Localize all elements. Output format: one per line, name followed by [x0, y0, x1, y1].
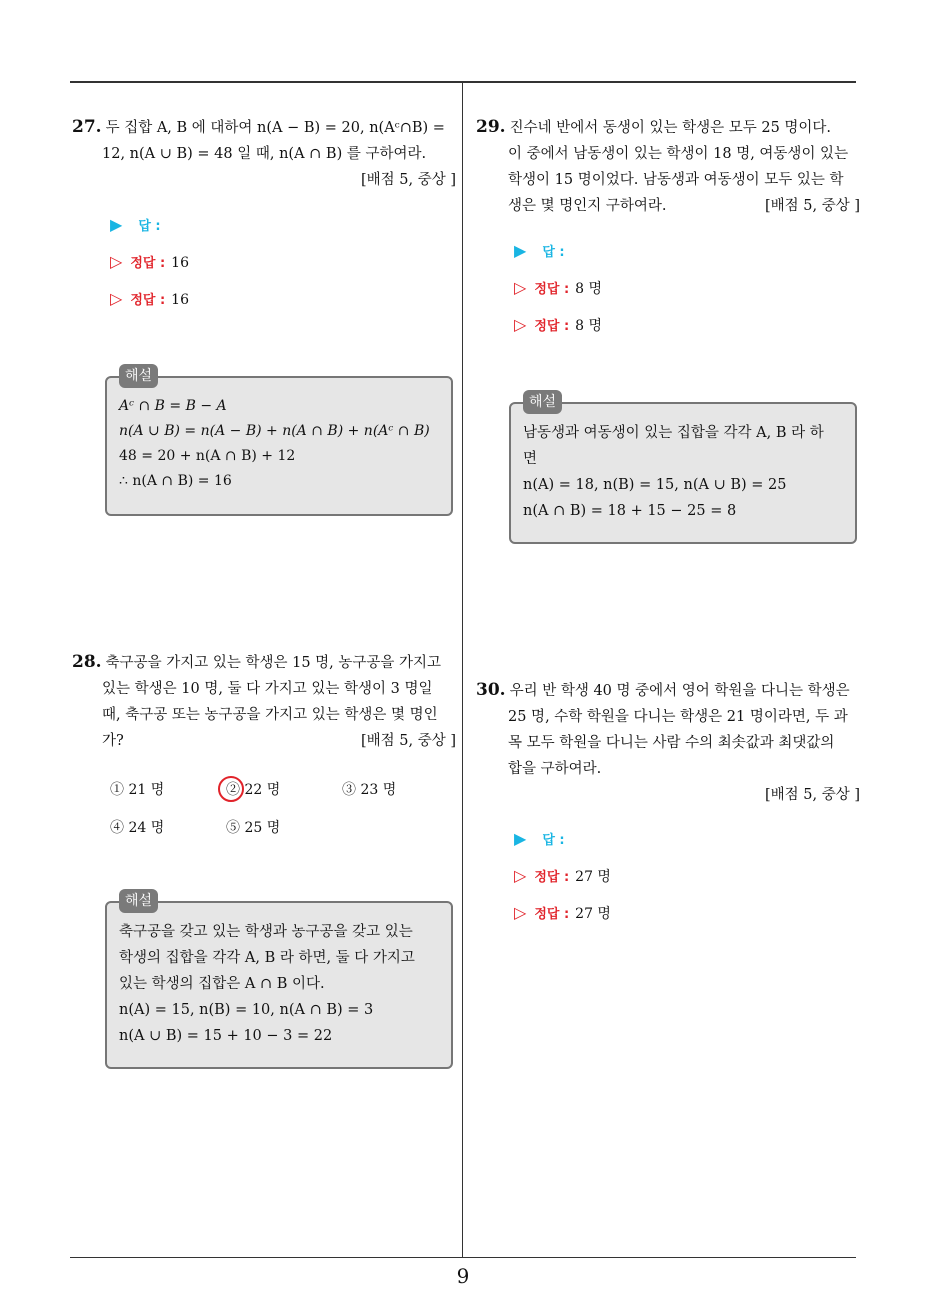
play-triangle-icon: ▶	[514, 829, 527, 848]
outline-triangle-icon: ▷	[514, 866, 527, 885]
problem-28-line-1	[72, 649, 456, 676]
solution-29-line: n(A) = 18, n(B) = 15, n(A ∪ B) = 25	[523, 477, 787, 493]
correct-answer-value: 16	[171, 292, 189, 308]
correct-answer-30-2	[514, 902, 611, 924]
problem-30	[476, 677, 860, 808]
solution-box-28	[105, 901, 453, 1069]
solution-27-line: Aᶜ ∩ B = B − A	[119, 398, 227, 414]
problem-28-line-4	[72, 728, 456, 754]
outline-triangle-icon: ▷	[514, 903, 527, 922]
answer-row-29	[514, 240, 565, 262]
correct-answer-27-1	[110, 251, 189, 273]
problem-27-line-1-text: 두 집합 A, B 에 대하여 n(A − B) = 20, n(Aᶜ∩B) =	[105, 120, 445, 136]
selected-answer-circle-icon	[218, 776, 244, 802]
solution-27-line: ∴ n(A ∩ B) = 16	[119, 473, 232, 489]
page-number: 9	[456, 1264, 470, 1288]
solution-27-line: 48 = 20 + n(A ∩ B) + 12	[119, 448, 296, 464]
solution-28-line: 있는 학생의 집합은 A ∩ B 이다.	[119, 976, 325, 992]
correct-answer-value: 27 명	[575, 906, 611, 922]
problem-29-line-1-text: 진수네 반에서 동생이 있는 학생은 모두 25 명이다.	[509, 120, 832, 136]
correct-answer-29-2	[514, 314, 602, 336]
problem-27-line-1	[72, 114, 456, 141]
play-triangle-icon: ▶	[514, 241, 527, 260]
solution-29-line: 면	[523, 451, 538, 467]
solution-box-27	[105, 376, 453, 516]
problem-28-number: 28.	[72, 652, 102, 672]
outline-triangle-icon: ▷	[110, 252, 123, 271]
solution-28-line: 축구공을 갖고 있는 학생과 농구공을 갖고 있는	[119, 924, 413, 940]
correct-answer-value: 27 명	[575, 869, 611, 885]
problem-30-line-3: 목 모두 학원을 다니는 사람 수의 최솟값과 최댓값의	[508, 735, 835, 751]
problem-29-line-3: 학생이 15 명이었다. 남동생과 여동생이 모두 있는 학	[508, 172, 844, 188]
answer-row-30	[514, 828, 565, 850]
problem-27-line-2: 12, n(A ∪ B) = 48 일 때, n(A ∩ B) 를 구하여라.	[102, 146, 427, 162]
outline-triangle-icon: ▷	[514, 278, 527, 297]
problem-28-line-3: 때, 축구공 또는 농구공을 가지고 있는 학생은 몇 명인	[102, 707, 438, 723]
choice-1[interactable]: ① 21 명	[110, 782, 165, 798]
footer-rule	[70, 1257, 856, 1258]
solution-28-line: n(A ∪ B) = 15 + 10 − 3 = 22	[119, 1028, 333, 1044]
problem-29-score: [배점 5, 중상 ]	[764, 198, 860, 214]
correct-answer-27-2	[110, 288, 189, 310]
problem-30-number: 30.	[476, 680, 506, 700]
problem-28	[72, 649, 456, 754]
solution-tab-27: 해설	[119, 364, 158, 388]
play-triangle-icon: ▶	[110, 215, 123, 234]
choice-2[interactable]: ② 22 명	[226, 782, 281, 798]
problem-28-score: [배점 5, 중상 ]	[360, 733, 456, 749]
solution-27-line: n(A ∪ B) = n(A − B) + n(A ∩ B) + n(Aᶜ ∩ B)	[119, 423, 430, 439]
correct-answer-value: 16	[171, 255, 189, 271]
problem-27-score: [배점 5, 중상 ]	[360, 172, 456, 188]
problem-28-line-4-text: 가?	[102, 733, 124, 749]
solution-box-29	[509, 402, 857, 544]
answer-label: 답 :	[138, 219, 161, 234]
correct-label: 정답 :	[130, 293, 166, 308]
choice-4[interactable]: ④ 24 명	[110, 820, 165, 836]
correct-label: 정답 :	[534, 319, 570, 334]
problem-29-line-2: 이 중에서 남동생이 있는 학생이 18 명, 여동생이 있는	[508, 146, 849, 162]
solution-29-line: n(A ∩ B) = 18 + 15 − 25 = 8	[523, 503, 737, 519]
answer-label: 답 :	[542, 245, 565, 260]
problem-29	[476, 114, 860, 219]
problem-29-number: 29.	[476, 117, 506, 137]
correct-label: 정답 :	[534, 870, 570, 885]
correct-label: 정답 :	[130, 256, 166, 271]
problem-30-line-1-text: 우리 반 학생 40 명 중에서 영어 학원을 다니는 학생은	[509, 683, 850, 699]
outline-triangle-icon: ▷	[514, 315, 527, 334]
answer-row-27	[110, 214, 161, 236]
problem-28-line-1-text: 축구공을 가지고 있는 학생은 15 명, 농구공을 가지고	[105, 655, 442, 671]
correct-label: 정답 :	[534, 282, 570, 297]
correct-answer-value: 8 명	[575, 318, 603, 334]
solution-28-line: 학생의 집합을 각각 A, B 라 하면, 둘 다 가지고	[119, 950, 415, 966]
solution-tab-29: 해설	[523, 390, 562, 414]
correct-label: 정답 :	[534, 907, 570, 922]
problem-30-line-4: 합을 구하여라.	[508, 761, 602, 777]
choice-5[interactable]: ⑤ 25 명	[226, 820, 281, 836]
correct-answer-29-1	[514, 277, 602, 299]
outline-triangle-icon: ▷	[110, 289, 123, 308]
column-divider	[462, 82, 463, 1258]
problem-29-line-1	[476, 114, 860, 141]
choice-3[interactable]: ③ 23 명	[342, 782, 397, 798]
correct-answer-value: 8 명	[575, 281, 603, 297]
problem-29-line-4	[476, 193, 860, 219]
problem-28-line-2: 있는 학생은 10 명, 둘 다 가지고 있는 학생이 3 명일	[102, 681, 433, 697]
problem-30-score: [배점 5, 중상 ]	[764, 787, 860, 803]
answer-label: 답 :	[542, 833, 565, 848]
problem-30-line-1	[476, 677, 860, 704]
solution-29-line: 남동생과 여동생이 있는 집합을 각각 A, B 라 하	[523, 425, 824, 441]
problem-30-line-2: 25 명, 수학 학원을 다니는 학생은 21 명이라면, 두 과	[508, 709, 848, 725]
correct-answer-30-1	[514, 865, 611, 887]
header-rule	[70, 81, 856, 83]
problem-29-line-4-text: 생은 몇 명인지 구하여라.	[508, 198, 667, 214]
solution-tab-28: 해설	[119, 889, 158, 913]
problem-27	[72, 114, 456, 193]
solution-28-line: n(A) = 15, n(B) = 10, n(A ∩ B) = 3	[119, 1002, 374, 1018]
problem-27-number: 27.	[72, 117, 102, 137]
